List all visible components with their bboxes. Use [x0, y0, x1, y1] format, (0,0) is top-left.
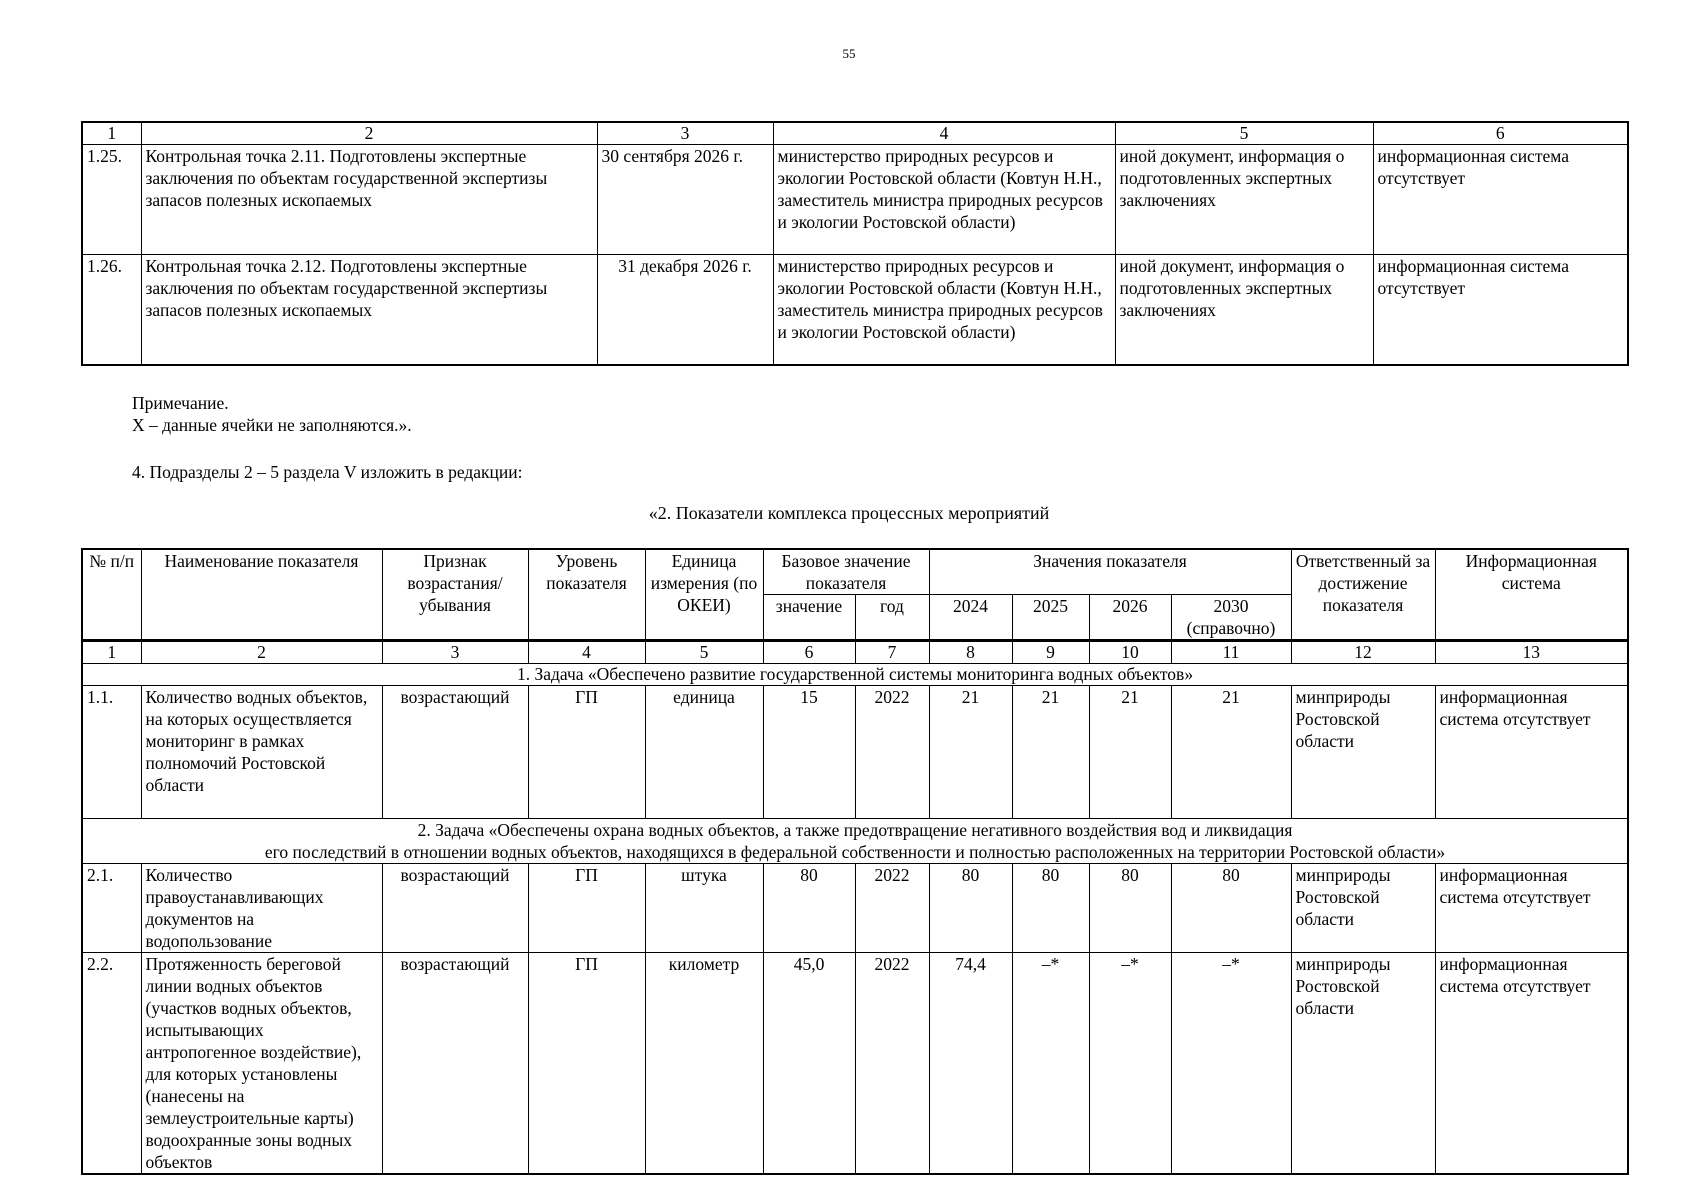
value-2025: –* [1012, 953, 1089, 1175]
base-value: 45,0 [763, 953, 855, 1175]
page-number: 55 [842, 46, 856, 61]
column-number: 13 [1435, 641, 1628, 664]
unit: единица [645, 686, 763, 819]
note-text: Х – данные ячейки не заполняются.». [132, 415, 412, 435]
information-system: информационная система отсутствует [1435, 864, 1628, 953]
information-system: информационная система отсутствует [1435, 953, 1628, 1175]
level: ГП [528, 864, 645, 953]
row-number: 1.26. [82, 255, 141, 366]
col-header-num: № п/п [82, 549, 141, 641]
base-value: 15 [763, 686, 855, 819]
table-row [82, 686, 1628, 819]
table-row [82, 255, 1628, 366]
value-2025: 21 [1012, 686, 1089, 819]
task-2-title [82, 819, 1628, 864]
table-row [82, 953, 1628, 1175]
column-number: 3 [382, 641, 528, 664]
section-title: «2. Показатели комплекса процессных мероприятий [648, 503, 1050, 523]
indicator-name: Количество правоустанавливающих документов на водопользование [141, 864, 382, 953]
col-header-unit: Единица измерения (по ОКЕИ) [645, 549, 763, 641]
column-number: 7 [855, 641, 929, 664]
unit: штука [645, 864, 763, 953]
table-row [82, 145, 1628, 255]
level: ГП [528, 953, 645, 1175]
value-2026: 80 [1089, 864, 1171, 953]
trend: возрастающий [382, 686, 528, 819]
value-2030: 80 [1171, 864, 1291, 953]
task-row [82, 664, 1628, 686]
header-cell: 6 [1373, 122, 1628, 145]
header-cell: 5 [1115, 122, 1373, 145]
table-row [82, 864, 1628, 953]
column-number: 12 [1291, 641, 1435, 664]
value-2030: 21 [1171, 686, 1291, 819]
column-number: 10 [1089, 641, 1171, 664]
column-numbers-row [82, 641, 1628, 664]
task-1-title: 1. Задача «Обеспечено развитие государственной системы мониторинга водных объектов» [82, 664, 1628, 686]
column-number: 4 [528, 641, 645, 664]
header-row [82, 549, 1628, 595]
col-header-2026: 2026 [1089, 595, 1171, 641]
control-points-table [81, 121, 1629, 366]
base-year: 2022 [855, 953, 929, 1175]
column-number: 2 [141, 641, 382, 664]
col-header-level: Уровень показателя [528, 549, 645, 641]
instruction-text: 4. Подразделы 2 – 5 раздела V изложить в редакции: [132, 462, 523, 482]
row-number: 2.2. [82, 953, 141, 1175]
control-point-name: Контрольная точка 2.11. Подготовлены экспертные заключения по объектам государственной экспертизы запасов полезных ископаемых [141, 145, 597, 255]
control-point-name: Контрольная точка 2.12. Подготовлены экспертные заключения по объектам государственной экспертизы запасов полезных ископаемых [141, 255, 597, 366]
base-value: 80 [763, 864, 855, 953]
trend: возрастающий [382, 953, 528, 1175]
indicators-table [81, 548, 1629, 1175]
document-type: иной документ, информация о подготовленных экспертных заключениях [1115, 145, 1373, 255]
col-header-base-value: значение [763, 595, 855, 641]
col-header-base-year: год [855, 595, 929, 641]
responsible: минприроды Ростовской области [1291, 864, 1435, 953]
information-system: информационная система отсутствует [1373, 255, 1628, 366]
col-header-values: Значения показателя [929, 549, 1291, 595]
col-header-name: Наименование показателя [141, 549, 382, 641]
col-header-system: Информационная система [1435, 549, 1628, 641]
indicator-name: Протяженность береговой линии водных объектов (участков водных объектов, испытывающих антропогенное воздействие), для которых установлены (нанесены на землеустроительные карты) водоохранные зоны водных объектов [141, 953, 382, 1175]
document-type: иной документ, информация о подготовленных экспертных заключениях [1115, 255, 1373, 366]
column-number: 8 [929, 641, 1012, 664]
col-header-base: Базовое значение показателя [763, 549, 929, 595]
header-cell: 4 [773, 122, 1115, 145]
responsible: минприроды Ростовской области [1291, 953, 1435, 1175]
column-number: 5 [645, 641, 763, 664]
col-header-2024: 2024 [929, 595, 1012, 641]
base-year: 2022 [855, 864, 929, 953]
base-year: 2022 [855, 686, 929, 819]
header-cell: 2 [141, 122, 597, 145]
task-2-title-line-2: его последствий в отношении водных объектов, находящихся в федеральной собственности и полностью расположенных на территории Ростовской области» [264, 842, 1446, 862]
row-number: 1.1. [82, 686, 141, 819]
value-2024: 74,4 [929, 953, 1012, 1175]
value-2030: –* [1171, 953, 1291, 1175]
column-number: 6 [763, 641, 855, 664]
information-system: информационная система отсутствует [1435, 686, 1628, 819]
information-system: информационная система отсутствует [1373, 145, 1628, 255]
column-number: 11 [1171, 641, 1291, 664]
column-number: 1 [82, 641, 141, 664]
responsible-party: министерство природных ресурсов и экологии Ростовской области (Ковтун Н.Н., заместитель министра природных ресурсов и экологии Ростовской области) [773, 255, 1115, 366]
level: ГП [528, 686, 645, 819]
value-2026: –* [1089, 953, 1171, 1175]
due-date: 30 сентября 2026 г. [597, 145, 773, 255]
column-number: 9 [1012, 641, 1089, 664]
row-number: 2.1. [82, 864, 141, 953]
header-cell: 3 [597, 122, 773, 145]
value-2024: 21 [929, 686, 1012, 819]
col-header-responsible: Ответственный за достижение показателя [1291, 549, 1435, 641]
col-header-2030: 2030 (справочно) [1171, 595, 1291, 641]
responsible-party: министерство природных ресурсов и экологии Ростовской области (Ковтун Н.Н., заместитель министра природных ресурсов и экологии Ростовской области) [773, 145, 1115, 255]
trend: возрастающий [382, 864, 528, 953]
value-2026: 21 [1089, 686, 1171, 819]
task-row [82, 819, 1628, 864]
row-number: 1.25. [82, 145, 141, 255]
responsible: минприроды Ростовской области [1291, 686, 1435, 819]
value-2024: 80 [929, 864, 1012, 953]
col-header-2025: 2025 [1012, 595, 1089, 641]
note-title: Примечание. [132, 393, 229, 413]
header-cell: 1 [82, 122, 141, 145]
unit: километр [645, 953, 763, 1175]
task-2-title-line-1: 2. Задача «Обеспечены охрана водных объектов, а также предотвращение негативного воздействия вод и ликвидация [417, 820, 1293, 840]
indicator-name: Количество водных объектов, на которых осуществляется мониторинг в рамках полномочий Ростовской области [141, 686, 382, 819]
value-2025: 80 [1012, 864, 1089, 953]
due-date: 31 декабря 2026 г. [597, 255, 773, 366]
table-header-row [82, 122, 1628, 145]
col-header-trend: Признак возрастания/ убывания [382, 549, 528, 641]
